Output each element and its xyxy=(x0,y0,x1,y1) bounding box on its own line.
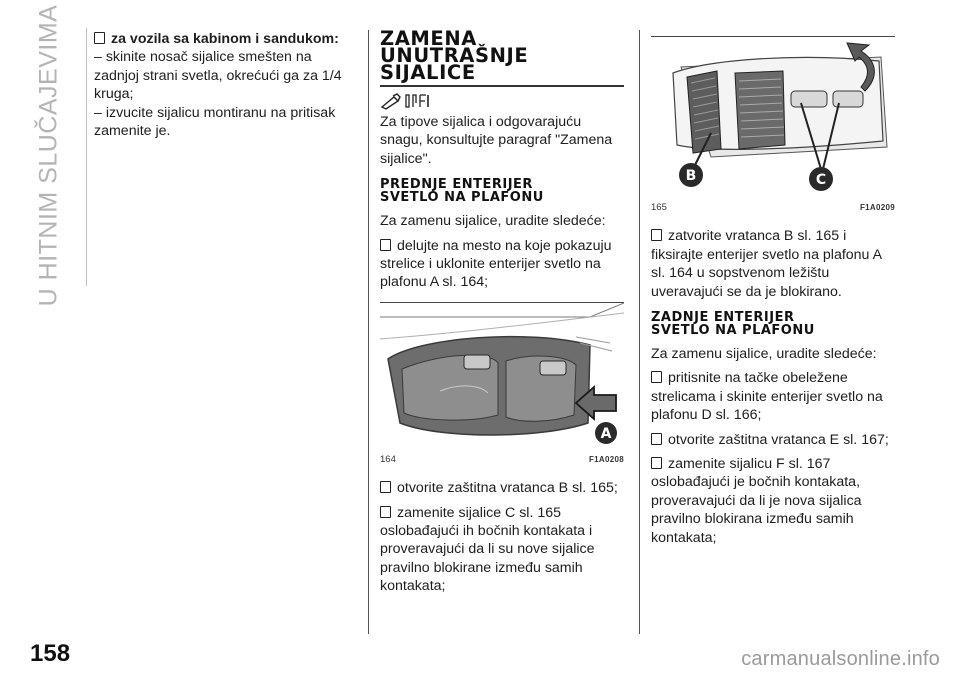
side-title-text: U HITNIM SLUČAJEVIMA xyxy=(34,4,63,306)
rear-lead: Za zamenu sijalice, uradite sledeće: xyxy=(651,346,877,363)
checkbox-bullet-icon xyxy=(94,32,105,44)
tools-bulb-icon xyxy=(380,91,432,111)
front-light-subtitle xyxy=(380,178,624,204)
intro-paragraph: Za tipove sijalica i odgovarajuću snagu, konsultujte paragraf "Zamena sijalice". xyxy=(380,114,613,167)
checkbox-bullet-icon xyxy=(380,239,391,251)
rear-subtitle-line-2: SVETLO NA PLAFONU xyxy=(651,323,815,339)
column-divider-2 xyxy=(639,30,640,634)
col1-line-2: – izvucite sijalicu montiranu na pritisak zamenite je. xyxy=(94,104,336,140)
figure-164-code: F1A0208 xyxy=(588,454,624,464)
figure-165 xyxy=(651,36,895,217)
figure-label-b: B xyxy=(685,168,697,184)
rear-step-3 xyxy=(651,455,895,547)
figure-164 xyxy=(380,302,624,469)
checkbox-bullet-icon xyxy=(380,481,391,493)
section-title-line-2: UNUTRAŠNJE xyxy=(380,44,529,67)
col1-heading xyxy=(94,30,356,48)
checkbox-bullet-icon xyxy=(651,433,662,445)
rear-step-1-text: pritisnite na tačke obeležene strelicama i skinite enterijer svetlo na plafonu D sl. 166; xyxy=(651,370,883,424)
section-title-line-1: ZAMENA xyxy=(380,27,477,50)
column-3 xyxy=(651,30,895,553)
rear-step-1 xyxy=(651,369,895,424)
checkbox-bullet-icon xyxy=(651,457,662,469)
rear-step-close-text: zatvorite vratanca B sl. 165 i fiksirajte enterijer svetlo na plafonu A sl. 164 u sopstvenom ležištu uveravajući se da je blokirano. xyxy=(651,228,882,300)
column-divider-1 xyxy=(368,30,369,634)
figure-165-caption xyxy=(651,199,895,217)
front-step-3-text: zamenite sijalice C sl. 165 oslobađajući ih bočnih kontakata i proveravajući da li su nove sijalice pravilno blokirane između samih kontakata; xyxy=(380,504,595,595)
front-step-2 xyxy=(380,479,624,497)
checkbox-bullet-icon xyxy=(651,371,662,383)
front-step-2-text: otvorite zaštitna vratanca B sl. 165; xyxy=(397,480,618,497)
front-subtitle-line-2: SVETLO NA PLAFONU xyxy=(380,190,544,206)
section-title-rule xyxy=(380,85,624,87)
figure-165-code: F1A0209 xyxy=(859,203,895,212)
rear-subtitle-line-1: ZADNJE ENTERIJER xyxy=(651,310,795,326)
watermark: carmanualsonline.info xyxy=(741,648,940,670)
rear-step-2 xyxy=(651,431,895,449)
front-dome-light-illustration xyxy=(380,303,624,449)
open-dome-light-illustration xyxy=(651,37,895,197)
checkbox-bullet-icon xyxy=(651,229,662,241)
column-2 xyxy=(380,27,624,602)
col1-heading-text: za vozila sa kabinom i sandukom: xyxy=(111,31,339,47)
section-title-line-3: SIJALICE xyxy=(380,61,476,84)
figure-165-number: 165 xyxy=(651,202,667,213)
rear-light-subtitle xyxy=(651,311,895,337)
section-title xyxy=(380,27,624,84)
front-step-3 xyxy=(380,504,624,596)
side-rule xyxy=(86,28,87,286)
figure-label-a: A xyxy=(600,425,612,442)
side-section-title xyxy=(34,4,64,306)
rear-step-2-text: otvorite zaštitna vratanca E sl. 167; xyxy=(668,431,889,448)
column-1 xyxy=(94,30,356,146)
checkbox-bullet-icon xyxy=(380,506,391,518)
rear-step-3-text: zamenite sijalicu F sl. 167 oslobađajući je bočnih kontakata, proveravajući da li je nova sijalica pravilno blokirana između samih kontakata; xyxy=(651,456,862,546)
front-subtitle-line-1: PREDNJE ENTERIJER xyxy=(380,177,533,193)
figure-164-number: 164 xyxy=(380,453,396,465)
figure-164-caption xyxy=(380,451,624,469)
col1-line-1: – skinite nosač sijalice smešten na zadnjoj strani svetla, okrećući ga za 1/4 kruga; xyxy=(94,49,342,103)
rear-step-close xyxy=(651,227,895,301)
front-step-1-text: delujte na mesto na koje pokazuju strelice i uklonite enterijer svetlo na plafonu A sl. 164; xyxy=(380,237,612,291)
front-lead: Za zamenu sijalice, uradite sledeće: xyxy=(380,213,606,230)
page-number: 158 xyxy=(30,640,71,667)
figure-label-c: C xyxy=(815,172,827,188)
front-step-1 xyxy=(380,237,624,292)
